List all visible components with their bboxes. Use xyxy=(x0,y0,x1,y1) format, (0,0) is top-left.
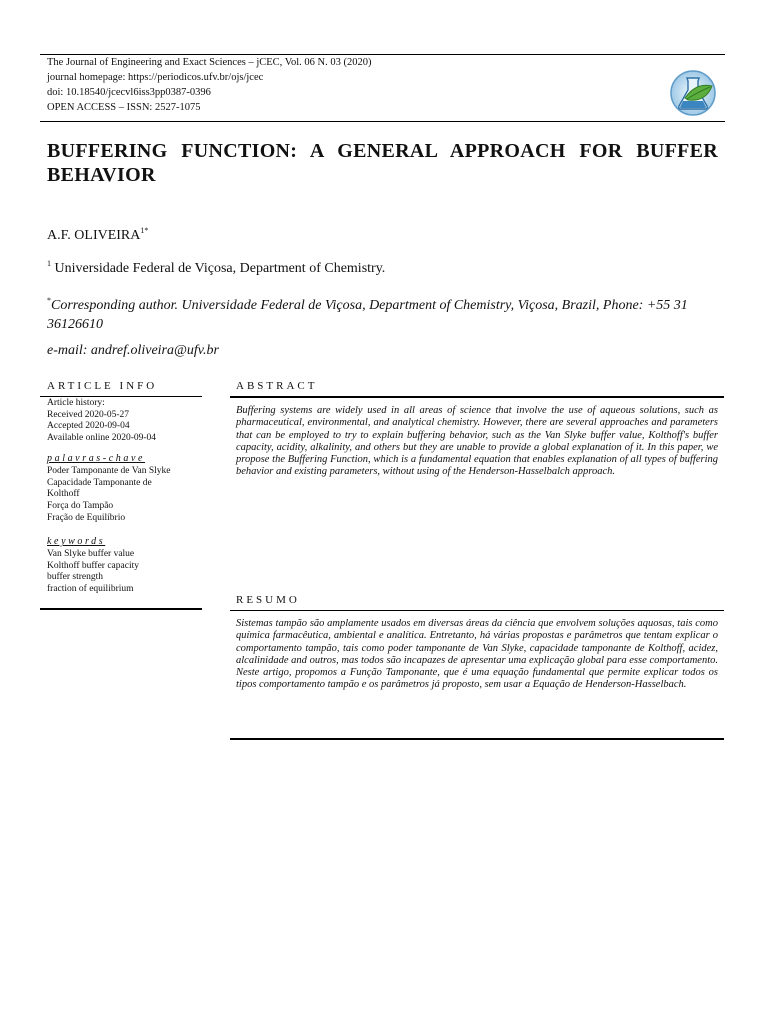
palavra-chave-item: Poder Tamponante de Van Slyke xyxy=(47,466,171,476)
abstract-heading: ABSTRACT xyxy=(236,380,318,392)
available-online-date: Available online 2020-09-04 xyxy=(47,433,157,444)
palavras-chave-list xyxy=(47,466,171,525)
author-name: A.F. OLIVEIRA xyxy=(47,228,141,243)
keywords-heading: keywords xyxy=(47,536,106,547)
paper-title-line-2: BEHAVIOR xyxy=(47,164,156,186)
resumo-heading: RESUMO xyxy=(236,594,300,606)
journal-doi: doi: 10.18540/jcecvl6iss3pp0387-0396 xyxy=(47,87,211,98)
affiliation-line xyxy=(47,259,385,277)
article-info-bottom-rule xyxy=(40,608,202,610)
author-line xyxy=(47,226,148,244)
article-history xyxy=(47,398,156,445)
journal-homepage: journal homepage: https://periodicos.ufv.br/ojs/jcec xyxy=(47,72,264,83)
palavra-chave-item: Fração de Equilíbrio xyxy=(47,512,126,523)
keyword-item: Van Slyke buffer value xyxy=(47,549,135,559)
flask-leaf-logo-icon xyxy=(668,68,718,118)
header-bottom-rule xyxy=(40,121,725,122)
keywords-list xyxy=(47,549,139,596)
resumo-bottom-rule xyxy=(230,738,724,740)
affiliation-text: Universidade Federal de Viçosa, Department of Chemistry. xyxy=(54,261,386,276)
affiliation-marker: 1 xyxy=(47,259,51,268)
journal-issn: OPEN ACCESS – ISSN: 2527-1075 xyxy=(47,102,201,113)
palavras-chave-heading: palavras-chave xyxy=(47,453,146,464)
keyword-item: fraction of equilibrium xyxy=(47,584,134,595)
article-info-rule xyxy=(40,396,202,397)
abstract-rule xyxy=(230,396,724,398)
accepted-date: Accepted 2020-09-04 xyxy=(47,421,130,432)
abstract-text: Buffering systems are widely used in all areas of science that involve the use of aqueous solutions, such as pharmaceutical, environmental, and analytical chemistry. However, there are several approaches and parameters that can be employed to try to explain buffering behavior, such as the Van Slyke buffer value, Kolthoff's buffer capacity, acidity, alkalinity, and others but they are unable to provide a global explanation of it. In this paper, we propose the Buffering Function, which is a fundamental equation that enables explanation of all types of buffering behavior and existing parameters, without using of the Henderson-Hasselbalch approach. xyxy=(236,405,718,478)
author-marker: 1* xyxy=(140,226,149,235)
resumo-rule xyxy=(230,610,724,611)
journal-citation: The Journal of Engineering and Exact Sciences – jCEC, Vol. 06 N. 03 (2020) xyxy=(47,57,372,68)
article-history-label: Article history: xyxy=(47,398,105,408)
corresponding-author xyxy=(47,291,717,334)
corresponding-marker: * xyxy=(47,296,51,305)
palavra-chave-item: Força do Tampão xyxy=(47,501,114,512)
paper-title xyxy=(47,139,718,187)
keyword-item: buffer strength xyxy=(47,572,104,583)
keyword-item: Kolthoff buffer capacity xyxy=(47,560,139,571)
journal-header xyxy=(47,55,371,115)
corresponding-text: Corresponding author. Universidade Federal de Viçosa, Department of Chemistry, Viçosa, Brazil, Phone: +55 31 36126610 xyxy=(47,298,688,332)
author-email: e-mail: andref.oliveira@ufv.br xyxy=(47,343,219,358)
article-info-heading: ARTICLE INFO xyxy=(47,380,158,392)
resumo-text: Sistemas tampão são amplamente usados em diversas áreas da ciência que envolvem soluções aquosas, tais como química farmacêutica, ambiental e analítica. Entretanto, há várias propostas e parâmetros que tentam explicar o comportamento tampão, tais como poder tamponante de Van Slyke, capacidade tamponante de Kolthoff, acidez, alcalinidade and outros, mas todos são incapazes de apresentar uma explicação global para esse comportamento. Neste artigo, propomos a Função Tamponante, que é uma equação fundamental que permite explicar todos os tipos comportamento tampão e os parâmetros já proposto, sem usar a Equação de Henderson-Hasselbach. xyxy=(236,618,718,691)
palavra-chave-item: Kolthoff xyxy=(47,489,80,500)
received-date: Received 2020-05-27 xyxy=(47,409,130,420)
palavra-chave-item: Capacidade Tamponante de xyxy=(47,477,152,488)
paper-title-line-1: BUFFERING FUNCTION: A GENERAL APPROACH FOR BUFFER xyxy=(47,140,718,162)
